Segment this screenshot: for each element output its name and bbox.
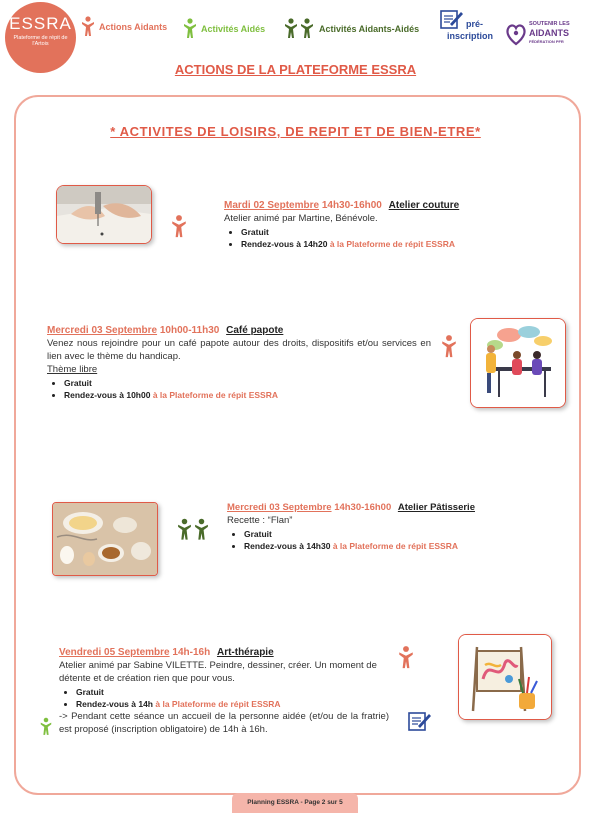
baking-photo [52,502,158,576]
event-art-therapie [59,646,389,736]
art-illustration [458,634,552,720]
event-activity: Art-thérapie [216,647,274,658]
page-title: ACTIONS DE LA PLATEFORME ESSRA [174,62,417,77]
event-activity: Atelier couture [388,200,460,211]
legend-actions-aidants [80,16,167,38]
legend-label: Activités Aidés [201,24,266,34]
event-bullet-rdv: • Rendez-vous à 10h00 à la Plateforme de répit ESSRA [64,389,431,401]
legend-label: Activités Aidants-Aidés [319,24,420,34]
event-activity: Café papote [226,325,284,336]
heart-people-icon [505,20,527,46]
two-persons-icon [283,18,315,40]
event-date: Mardi 02 Septembre [224,200,320,211]
aidants-aides-icon [176,518,210,542]
event-date: Mercredi 03 Septembre [47,325,158,336]
event-activity: Atelier Pâtisserie [397,502,475,513]
event-theme: Thème libre [47,364,98,375]
cafe-illustration [470,318,566,408]
pre-inscription-icon [408,710,432,732]
event-patisserie [227,501,567,552]
event-time: 14h30-16h00 [321,200,382,211]
event-description: Atelier animé par Martine, Bénévole. [224,213,378,224]
event-bullet-rdv: • Rendez-vous à 14h à la Plateforme de répit ESSRA [76,698,389,710]
event-description: Venez nous rejoindre pour un café papote autour des droits, dispositifs et/ou services en lien avec le thème du handicap. [47,338,431,362]
event-bullet-free: • Gratuit [241,226,554,238]
legend-activites-aidants-aides [283,18,419,40]
soutenir-les-aidants-logo [505,20,570,46]
event-bullet-rdv: • Rendez-vous à 14h20 à la Plateforme de répit ESSRA [241,238,554,250]
activites-aides-icon [39,717,53,737]
person-icon [80,16,96,38]
event-time: 14h30-16h00 [334,502,392,513]
event-cafe-papote [47,324,431,401]
section-title: * ACTIVITES DE LOISIRS, DE REPIT ET DE BIEN-ETRE* [110,124,481,139]
event-couture [224,199,554,250]
event-note: -> Pendant cette séance un accueil de la personne aidée (et/ou de la fratrie) est proposé (inscription obligatoire) de 14h à 16h. [59,711,389,735]
event-time: 14h-16h [172,647,211,658]
pre-inscription-line1: pré- [466,19,484,29]
event-bullet-rdv: • Rendez-vous à 14h30 à la Plateforme de répit ESSRA [244,540,567,552]
partner-line1: SOUTENIR LES [529,21,570,27]
person-icon [182,18,198,40]
sewing-photo [56,185,152,244]
event-bullet-free: • Gratuit [244,528,567,540]
partner-line2: AIDANTS [529,28,569,38]
pre-inscription-line2: inscription [447,31,494,41]
legend-label: Actions Aidants [99,22,168,32]
event-description: Atelier animé par Sabine VILETTE. Peindre, dessiner, créer. Un moment de détente et de création rien que pour vous. [59,660,377,684]
logo-name: ESSRA [9,14,72,33]
event-date: Vendredi 05 Septembre [59,647,170,658]
actions-aidants-icon [397,645,415,671]
actions-aidants-icon [440,334,458,360]
event-bullet-free: • Gratuit [64,377,431,389]
partner-line3: FÉDÉRATION PFR [529,39,564,44]
legend-activites-aides [182,18,265,40]
event-bullet-free: • Gratuit [76,686,389,698]
footer-page-indicator: Planning ESSRA - Page 2 sur 5 [232,793,358,813]
pre-inscription-item [440,8,494,41]
event-time: 10h00-11h30 [159,325,220,336]
logo-subtitle: Plateforme de répit de l'Artois [13,35,68,47]
event-description: Recette : “Flan” [227,515,293,526]
actions-aidants-icon [170,214,188,240]
event-date: Mercredi 03 Septembre [227,502,332,513]
